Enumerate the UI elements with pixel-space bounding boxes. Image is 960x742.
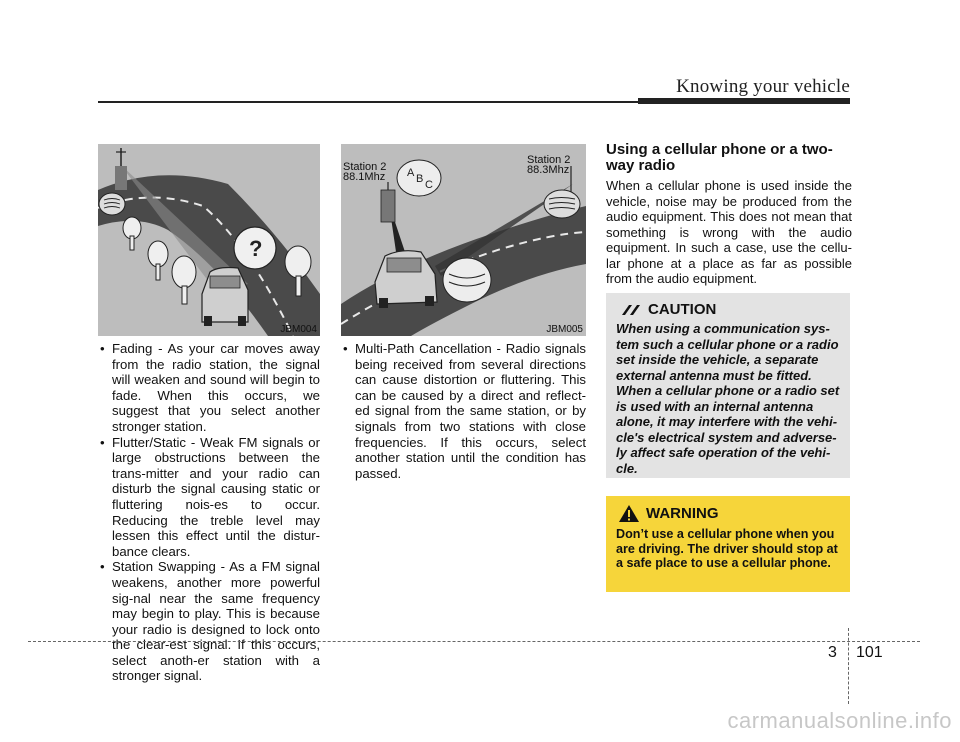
- caution-box: [606, 293, 850, 478]
- figure-fading: [98, 144, 320, 336]
- car-icon: [202, 268, 248, 327]
- footer-divider: [848, 628, 849, 704]
- watermark-text: carmanualsonline.info: [727, 708, 952, 733]
- signal-letter-a: A: [407, 167, 415, 179]
- station-right-freq: 88.3Mhz: [527, 164, 570, 176]
- left-column: [98, 341, 320, 684]
- caution-text: When using a communication sys-tem such a cellular phone or a radio set inside the vehicle, a separate external antenna must be fitted. When a cellular phone or a radio set is used with an internal antenna alone, it may interfere with the vehi-cle's electrical system and adverse-ly affect safe operation of the vehi-cle.: [616, 321, 840, 476]
- radio-tower-icon: [115, 148, 127, 190]
- warning-header: [618, 504, 719, 523]
- warning-text: Don’t use a cellular phone when you are driving. The driver should stop at a safe place to use a cellular phone.: [616, 527, 838, 570]
- warning-label: WARNING: [646, 505, 719, 522]
- list-item: • Station Swapping - As a FM signal weakens, another more powerful sig-nal near the same frequency may begin to play. This is because your radio is designed to lock onto the clear-est signal. If this occurs, select anoth-er station with a stronger signal.: [98, 559, 320, 684]
- caution-icon: [620, 303, 640, 317]
- caution-label: CAUTION: [648, 301, 717, 318]
- figure-multipath: [341, 144, 586, 336]
- figure-label: JBM004: [280, 324, 317, 335]
- subsection-body: When a cellular phone is used inside the vehicle, noise may be produced from the audio equipment. This does not mean that something is wrong with the audio equipment. In such a case, use the cellu-lar phone at a place as far as possible from the audio equipment.: [606, 178, 852, 286]
- station-left-name: Station 2: [343, 161, 387, 173]
- list-item: • Flutter/Static - Weak FM signals or large obstructions between the trans-mitter and your radio can disturb the signal causing static or fluttering nois-es to occur. Reducing the treble level may lessen this effect until the distur-bance clears.: [98, 435, 320, 560]
- radio-tower-icon: [381, 182, 395, 222]
- footer-rule: [28, 641, 920, 642]
- header-rule: [98, 101, 638, 103]
- warning-box: [606, 496, 850, 592]
- left-bullet-list: [98, 341, 320, 684]
- section-title: Knowing your vehicle: [676, 76, 850, 97]
- header-rule-accent: [638, 98, 850, 104]
- warning-triangle-icon: [618, 504, 640, 523]
- signal-letter-b: B: [416, 173, 424, 185]
- station-right-name: Station 2: [527, 154, 571, 166]
- station-left-freq: 88.1Mhz: [343, 171, 386, 183]
- page-number: 101: [856, 644, 883, 661]
- list-item: • Multi-Path Cancellation - Radio signals being received from several directions can cause distortion or fluttering. This can be caused by a direct and reflect-ed signal from the same station, or by signals from two stations with close frequencies. If this occurs, select another station until the condition has passed.: [341, 341, 586, 481]
- subsection-title: Using a cellular phone or a two-way radio: [606, 141, 833, 174]
- chapter-number: 3: [828, 644, 837, 661]
- middle-column: [341, 341, 586, 481]
- figure-label: JBM005: [546, 324, 583, 335]
- signal-letter-c: C: [425, 179, 433, 191]
- middle-bullet-list: [341, 341, 586, 481]
- callout-question: ?: [249, 236, 263, 261]
- caution-header: [620, 301, 716, 318]
- fading-illustration: [98, 144, 320, 336]
- list-item: • Fading - As your car moves away from the radio station, the signal will weaken and sound will begin to fade. When this occurs, we suggest that you select another stronger station.: [98, 341, 320, 435]
